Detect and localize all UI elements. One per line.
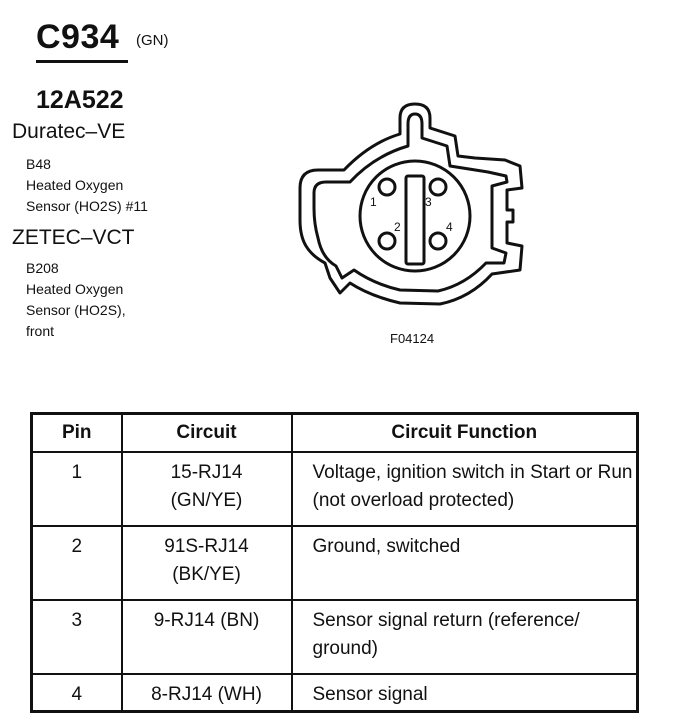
header-function: Circuit Function bbox=[292, 414, 638, 453]
function-cell: Voltage, ignition switch in Start or Run (not overload protected) bbox=[292, 452, 638, 526]
component-line: Heated Oxygen bbox=[26, 177, 124, 193]
component-line: Sensor (HO2S), bbox=[26, 302, 126, 318]
key-slot bbox=[406, 176, 424, 264]
table-row bbox=[32, 452, 638, 526]
pin-label-2: 2 bbox=[394, 220, 401, 234]
function-cell: Sensor signal bbox=[292, 674, 638, 712]
table-header-row bbox=[32, 414, 638, 453]
engine-label-duratec: Duratec–VE bbox=[12, 120, 126, 143]
component-line: front bbox=[26, 323, 55, 339]
component-description-1 bbox=[26, 154, 148, 217]
pin-1 bbox=[379, 179, 395, 195]
part-number: 12A522 bbox=[36, 86, 124, 114]
pin-3 bbox=[430, 179, 446, 195]
table-row bbox=[32, 526, 638, 600]
component-line: Heated Oxygen bbox=[26, 281, 124, 297]
connector-face-diagram bbox=[270, 98, 560, 318]
connector-color: (GN) bbox=[136, 32, 169, 49]
connector-housing bbox=[300, 104, 522, 304]
table-row bbox=[32, 674, 638, 712]
circuit-cell: 91S-RJ14 (BK/YE) bbox=[122, 526, 292, 600]
circuit-cell: 15-RJ14 (GN/YE) bbox=[122, 452, 292, 526]
component-line: Sensor (HO2S) #11 bbox=[26, 198, 148, 214]
table-row bbox=[32, 600, 638, 674]
pin-4 bbox=[430, 233, 446, 249]
component-description-2 bbox=[26, 258, 126, 342]
pin-2 bbox=[379, 233, 395, 249]
circuit-cell: 8-RJ14 (WH) bbox=[122, 674, 292, 712]
header-circuit: Circuit bbox=[122, 414, 292, 453]
connector-id-underline bbox=[36, 60, 128, 63]
pin-cell: 2 bbox=[32, 526, 122, 600]
connector-id: C934 bbox=[36, 18, 120, 56]
figure-code: F04124 bbox=[390, 331, 435, 346]
component-code: B48 bbox=[26, 156, 51, 172]
component-code: B208 bbox=[26, 260, 59, 276]
function-cell: Sensor signal return (reference/ ground) bbox=[292, 600, 638, 674]
function-cell: Ground, switched bbox=[292, 526, 638, 600]
pin-table bbox=[30, 412, 639, 713]
circuit-cell: 9-RJ14 (BN) bbox=[122, 600, 292, 674]
pin-label-4: 4 bbox=[446, 220, 453, 234]
header-pin: Pin bbox=[32, 414, 122, 453]
pin-label-1: 1 bbox=[370, 195, 377, 209]
engine-label-zetec: ZETEC–VCT bbox=[12, 226, 135, 249]
pin-cell: 1 bbox=[32, 452, 122, 526]
pin-label-3: 3 bbox=[425, 195, 432, 209]
pin-cell: 4 bbox=[32, 674, 122, 712]
pin-cell: 3 bbox=[32, 600, 122, 674]
